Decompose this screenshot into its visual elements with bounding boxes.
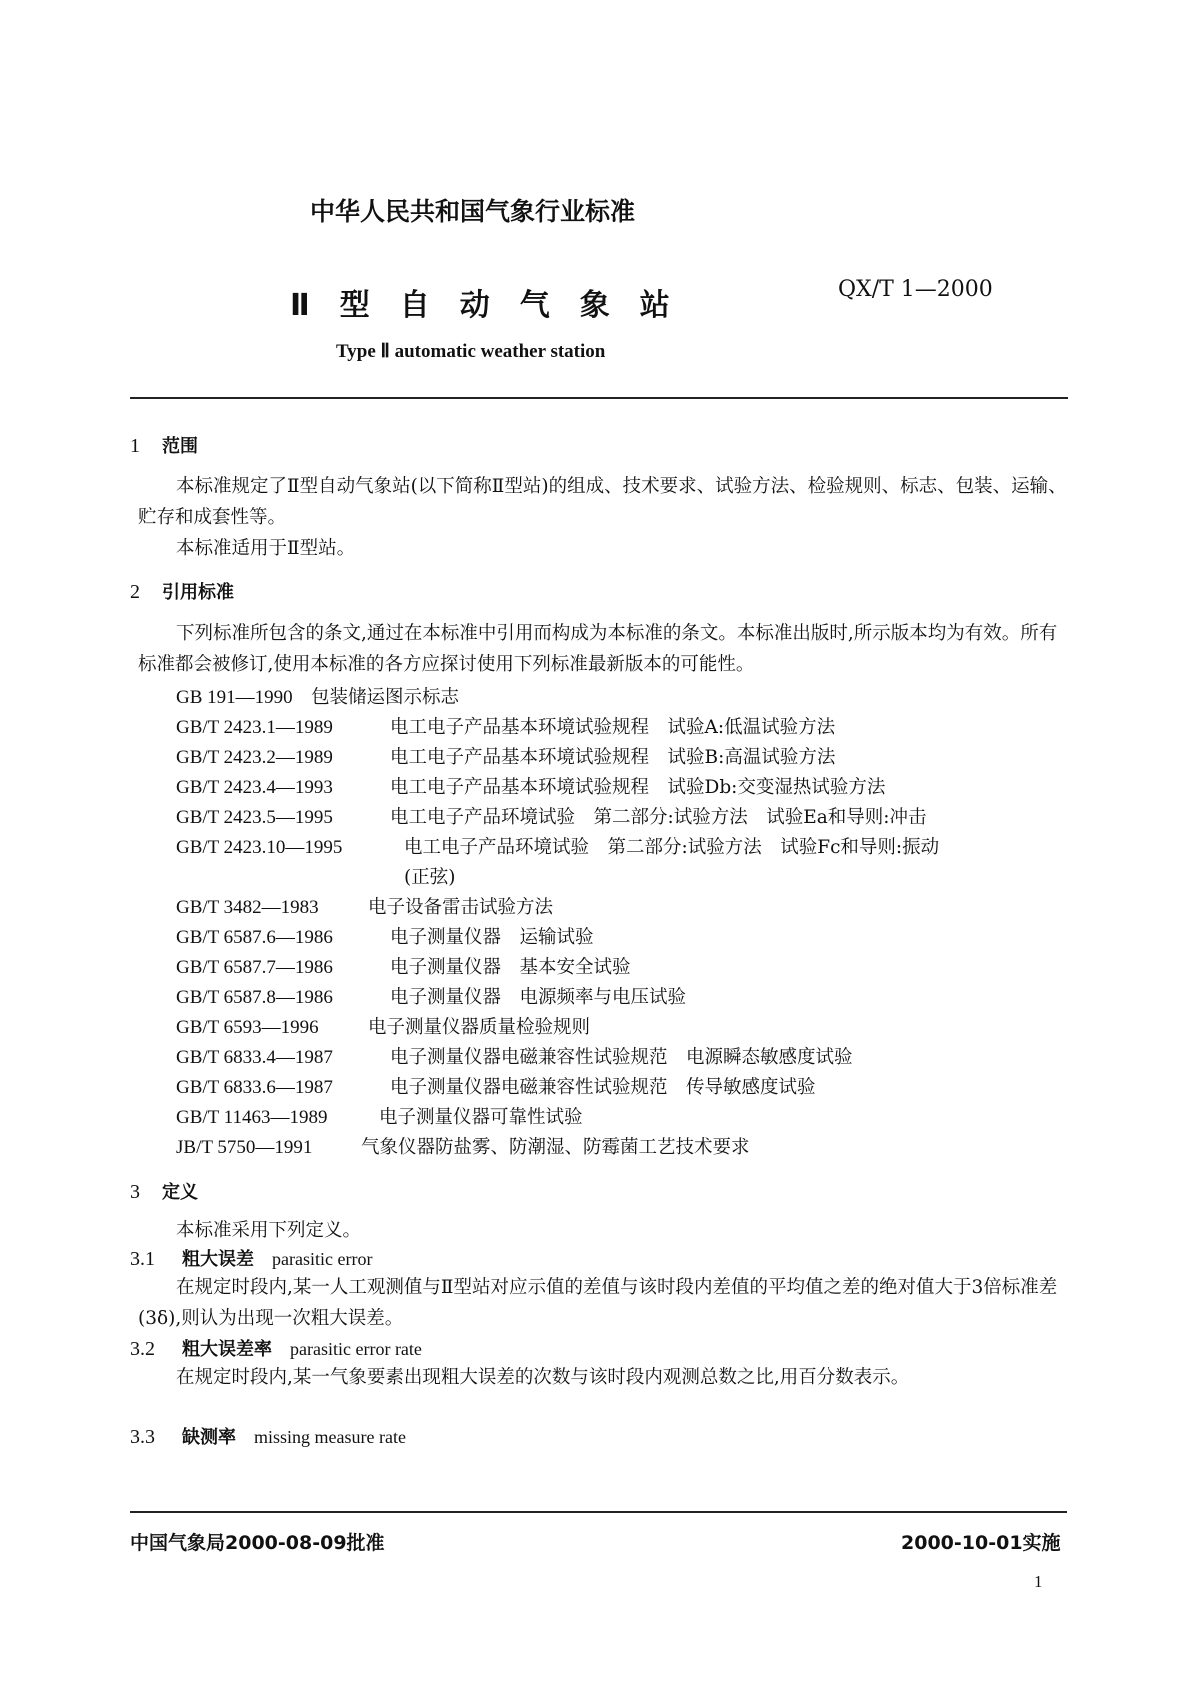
reference-code: GB/T 2423.2—1989 xyxy=(176,747,333,768)
definition-3-2-heading xyxy=(130,1335,422,1361)
reference-title: 电子测量仪器电磁兼容性试验规范 电源瞬态敏感度试验 xyxy=(390,1047,853,1068)
reference-item xyxy=(176,773,885,799)
reference-item xyxy=(176,923,594,949)
definition-3-3-heading xyxy=(130,1423,406,1449)
reference-item xyxy=(176,1103,583,1129)
section-number: 3 xyxy=(130,1181,140,1203)
page-number: 1 xyxy=(1034,1572,1043,1591)
definition-term-en: parasitic error rate xyxy=(290,1339,422,1359)
english-title: Type Ⅱ automatic weather station xyxy=(336,341,606,362)
reference-code: GB/T 6587.8—1986 xyxy=(176,987,333,1008)
reference-item xyxy=(176,1133,750,1159)
reference-continuation: (正弦) xyxy=(404,867,456,888)
reference-title: 包装储运图示标志 xyxy=(311,687,460,708)
reference-code: GB 191—1990 xyxy=(176,687,293,708)
reference-title: 电工电子产品环境试验 第二部分:试验方法 试验Ea和导则:冲击 xyxy=(390,807,927,828)
reference-item xyxy=(176,893,553,919)
section-1-heading xyxy=(130,432,198,458)
document-title: Ⅱ型自动气象站 xyxy=(290,288,700,323)
reference-item xyxy=(176,803,927,829)
reference-code: GB/T 2423.5—1995 xyxy=(176,807,333,828)
reference-code: GB/T 11463—1989 xyxy=(176,1107,328,1128)
section-title: 引用标准 xyxy=(162,582,234,603)
reference-item xyxy=(176,713,835,739)
header-divider xyxy=(130,397,1068,399)
section-number: 1 xyxy=(130,435,140,457)
reference-code: GB/T 3482—1983 xyxy=(176,897,319,918)
reference-title: 电子测量仪器 运输试验 xyxy=(390,927,594,948)
reference-code: GB/T 6833.4—1987 xyxy=(176,1047,333,1068)
effective-date: 2000-10-01实施 xyxy=(901,1532,1061,1554)
reference-item xyxy=(176,743,835,769)
reference-title: 电子测量仪器质量检验规则 xyxy=(368,1017,591,1038)
reference-code: GB/T 2423.10—1995 xyxy=(176,837,343,858)
definition-term-en: parasitic error xyxy=(272,1249,373,1269)
reference-code: GB/T 6587.6—1986 xyxy=(176,927,333,948)
footer-divider xyxy=(130,1511,1067,1513)
section-3-heading xyxy=(130,1178,198,1204)
reference-code: GB/T 2423.4—1993 xyxy=(176,777,333,798)
reference-title: 电工电子产品基本环境试验规程 试验B:高温试验方法 xyxy=(390,747,836,768)
section-title: 定义 xyxy=(162,1182,198,1203)
reference-title: 气象仪器防盐雾、防潮湿、防霉菌工艺技术要求 xyxy=(361,1137,750,1158)
section-title: 范围 xyxy=(162,436,198,457)
definition-number: 3.3 xyxy=(130,1426,155,1448)
definition-number: 3.2 xyxy=(130,1338,155,1360)
reference-title: 电子设备雷击试验方法 xyxy=(368,897,554,918)
reference-code: GB/T 6593—1996 xyxy=(176,1017,319,1038)
section-3-intro: 本标准采用下列定义。 xyxy=(176,1220,362,1241)
reference-item xyxy=(176,833,939,859)
reference-code: GB/T 6587.7—1986 xyxy=(176,957,333,978)
definition-term-zh: 缺测率 xyxy=(182,1427,236,1448)
reference-title: 电子测量仪器可靠性试验 xyxy=(379,1107,583,1128)
reference-title: 电工电子产品基本环境试验规程 试验Db:交变湿热试验方法 xyxy=(390,777,886,798)
definition-3-2-text: 在规定时段内,某一气象要素出现粗大误差的次数与该时段内观测总数之比,用百分数表示。 xyxy=(176,1367,910,1388)
reference-code: GB/T 6833.6—1987 xyxy=(176,1077,333,1098)
reference-code: GB/T 2423.1—1989 xyxy=(176,717,333,738)
reference-item xyxy=(176,1073,816,1099)
section-1-paragraph-2: 本标准适用于Ⅱ型站。 xyxy=(176,538,356,559)
reference-code: JB/T 5750—1991 xyxy=(176,1137,313,1158)
definition-term-zh: 粗大误差率 xyxy=(182,1339,272,1360)
section-2-paragraph: 下列标准所包含的条文,通过在本标准中引用而构成为本标准的条文。本标准出版时,所示版本均为有效。所有标准都会被修订,使用本标准的各方应探讨使用下列标准最新版本的可能性。 xyxy=(138,623,1058,675)
reference-title: 电工电子产品环境试验 第二部分:试验方法 试验Fc和导则:振动 xyxy=(404,837,940,858)
reference-title: 电子测量仪器电磁兼容性试验规范 传导敏感度试验 xyxy=(390,1077,816,1098)
reference-item xyxy=(176,1013,590,1039)
definition-3-1-heading xyxy=(130,1245,372,1271)
reference-item xyxy=(176,683,459,709)
reference-item xyxy=(176,1043,853,1069)
definition-term-zh: 粗大误差 xyxy=(182,1249,254,1270)
section-2-heading xyxy=(130,578,234,604)
definition-term-en: missing measure rate xyxy=(254,1427,406,1447)
reference-item xyxy=(176,983,686,1009)
section-number: 2 xyxy=(130,581,140,603)
definition-3-1-text: 在规定时段内,某一人工观测值与Ⅱ型站对应示值的差值与该时段内差值的平均值之差的绝对值大于3倍标准差(3δ),则认为出现一次粗大误差。 xyxy=(138,1277,1058,1329)
reference-title: 电工电子产品基本环境试验规程 试验A:低温试验方法 xyxy=(390,717,836,738)
standard-code: QX/T 1—2000 xyxy=(838,277,993,302)
reference-title: 电子测量仪器 电源频率与电压试验 xyxy=(390,987,687,1008)
agency-title: 中华人民共和国气象行业标准 xyxy=(310,197,636,226)
reference-item xyxy=(176,953,631,979)
definition-number: 3.1 xyxy=(130,1248,155,1270)
approval-date: 中国气象局2000-08-09批准 xyxy=(130,1532,385,1554)
reference-title: 电子测量仪器 基本安全试验 xyxy=(390,957,631,978)
section-1-paragraph-1: 本标准规定了Ⅱ型自动气象站(以下简称Ⅱ型站)的组成、技术要求、试验方法、检验规则、标志、包装、运输、贮存和成套性等。 xyxy=(138,476,1067,528)
